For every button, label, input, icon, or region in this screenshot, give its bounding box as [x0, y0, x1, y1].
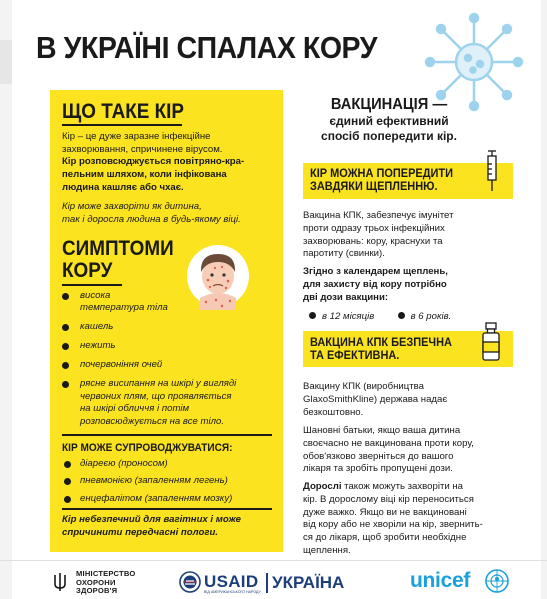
- page-edge-right: [541, 0, 547, 599]
- ukraina-logo-text: УКРАЇНА: [272, 573, 345, 592]
- symptom-text: почервоніння очей: [80, 359, 163, 371]
- symptom-text: рясне висипання на шкірі у вигляді червоних плям, що проявляється на шкірі обличчя і потім розповсюджується на все тіло.: [80, 378, 237, 427]
- bullet-icon: [64, 461, 71, 468]
- bullet-icon: [309, 312, 316, 319]
- list-item: [62, 458, 280, 470]
- page-edge-mark: [0, 40, 12, 84]
- page-edge-left: [0, 0, 12, 599]
- safe-banner-text: [310, 336, 452, 362]
- text-line: паротиту (свинки).: [303, 248, 385, 260]
- usaid-seal-icon: [179, 571, 201, 593]
- bullet-icon: [62, 381, 69, 388]
- text-line: Вакцина КПК, забезпечує імунітет: [303, 210, 454, 221]
- usaid-tagline: ВІД АМЕРИКАНСЬКОГО НАРОДУ: [204, 590, 261, 594]
- state-paragraph: [303, 381, 503, 419]
- list-item: [60, 340, 280, 352]
- text-line: кір. В дорослому віці кір переноситься: [303, 493, 474, 505]
- bullet-icon: [62, 324, 69, 331]
- text-line: ОХОРОНИ: [76, 577, 116, 587]
- text-line: Кір небезпечний для вагітних і може: [62, 514, 241, 525]
- text-line: дві дози вакцини:: [303, 291, 389, 303]
- text-line: щеплення.: [303, 544, 351, 556]
- heading-line: СИМПТОМИ: [62, 237, 174, 260]
- text-line: ВАКЦИНА КПК БЕЗПЕЧНА: [310, 335, 452, 349]
- divider: [62, 508, 272, 510]
- age-note: [62, 201, 282, 226]
- text-line: лікаря та зробіть пропущені дози.: [303, 463, 453, 475]
- list-item: [60, 378, 280, 428]
- text-fragment: також можуть захворіти на: [341, 481, 463, 492]
- text-line: GlaxoSmithKline) держава надає: [303, 393, 448, 405]
- heading-underline: [62, 284, 122, 286]
- text-line: людина кашляє або чхає.: [62, 181, 184, 193]
- text-line: Кір розповсюджується повітряно-кра-: [62, 156, 245, 168]
- bullet-icon: [398, 312, 405, 319]
- text-line: Вакцину КПК (виробництва: [303, 381, 424, 392]
- vaccine-vial-icon: [478, 322, 504, 362]
- complication-text: пневмонією (запаленням легень): [80, 475, 228, 487]
- bullet-icon: [64, 478, 71, 485]
- bullet-icon: [62, 362, 69, 369]
- unicef-logo-text: unicef: [410, 569, 471, 592]
- kpk-paragraph: [303, 210, 503, 261]
- trident-icon: [52, 572, 68, 592]
- text-line: обов'язково зверніться до вашого: [303, 450, 454, 462]
- parents-paragraph: [303, 425, 503, 476]
- text-line: захворювання, спричинене вірусом.: [62, 143, 223, 155]
- ministry-logo-text: [76, 570, 135, 596]
- pregnancy-warning: [62, 514, 280, 539]
- text-line: захворювань: кору, краснухи та: [303, 235, 443, 247]
- text-line: ЗАВДЯКИ ЩЕПЛЕННЮ.: [310, 178, 438, 193]
- footer-divider: [0, 560, 547, 561]
- what-paragraph: [62, 131, 282, 194]
- list-item: [60, 359, 280, 371]
- text-line: Згідно з календарем щеплень,: [303, 266, 448, 277]
- dose-item: в 6 років.: [410, 311, 452, 322]
- syringe-icon: [482, 150, 502, 192]
- prevent-banner-text: [310, 167, 453, 193]
- text-line: [303, 481, 503, 494]
- vaccination-subtitle-line: єдиний ефективний: [329, 113, 449, 128]
- text-line: МІНІСТЕРСТВО: [76, 569, 136, 578]
- text-line: ТА ЕФЕКТИВНА.: [310, 347, 400, 362]
- calendar-paragraph: [303, 266, 503, 304]
- symptom-text: кашель: [80, 321, 114, 333]
- divider: [62, 434, 272, 436]
- dose-schedule: [309, 311, 451, 322]
- bullet-icon: [62, 343, 69, 350]
- dose-item: в 12 місяців: [322, 311, 375, 322]
- list-item: [60, 290, 280, 315]
- list-item: [62, 475, 280, 487]
- text-line: ЗДОРОВ'Я: [76, 586, 118, 596]
- text-line: спричинити передчасні пологи.: [62, 526, 218, 538]
- text-line: своєчасно не вакцинована проти кору,: [303, 437, 474, 449]
- text-line: ся до лікаря, щоб зробити необхідне: [303, 532, 467, 543]
- symptom-text: висока температура тіла: [80, 290, 168, 314]
- adults-bold: Дорослі: [303, 481, 342, 492]
- text-line: так і доросла людина в будь-якому віці.: [62, 213, 241, 225]
- text-line: Кір – це дуже заразне інфекційне: [62, 131, 211, 142]
- logo-separator: [266, 573, 268, 593]
- what-heading: ЩО ТАКЕ КІР: [62, 100, 185, 123]
- usaid-logo-text: USAID: [204, 572, 259, 591]
- vaccination-title: ВАКЦИНАЦІЯ —: [330, 96, 448, 113]
- symptoms-list: [60, 290, 280, 435]
- text-line: Кір може захворіти як дитина,: [62, 201, 202, 212]
- symptoms-heading: [62, 238, 174, 282]
- list-item: [60, 321, 280, 333]
- complication-text: діареєю (проносом): [80, 458, 168, 469]
- complications-list: [62, 458, 280, 510]
- page-title: В УКРАЇНІ СПАЛАХ КОРУ: [36, 30, 378, 65]
- complications-heading: КІР МОЖЕ СУПРОВОДЖУВАТИСЯ:: [62, 442, 233, 454]
- text-line: пельним шляхом, коли інфікована: [62, 168, 227, 180]
- list-item: [62, 493, 280, 505]
- vaccination-heading: [303, 96, 475, 144]
- heading-line: КОРУ: [62, 259, 113, 283]
- text-line: дуже важко. Якщо ви не вакциновані: [303, 506, 467, 518]
- text-line: безкоштовно.: [303, 406, 364, 418]
- text-line: для захисту від кору потрібно: [303, 278, 447, 290]
- complication-text: енцефалітом (запаленням мозку): [80, 492, 233, 504]
- symptom-text: нежить: [80, 340, 116, 352]
- vaccination-subtitle-line: спосіб попередити кір.: [321, 128, 457, 143]
- heading-underline: [62, 124, 182, 126]
- text-line: від кору або не хворіли на кір, звернить-: [303, 519, 483, 531]
- unicef-emblem-icon: [485, 569, 509, 593]
- text-line: проти одразу трьох інфекційних: [303, 222, 445, 234]
- text-line: КІР МОЖНА ПОПЕРЕДИТИ: [310, 166, 454, 180]
- bullet-icon: [64, 496, 71, 503]
- adults-paragraph: [303, 481, 503, 558]
- bullet-icon: [62, 293, 69, 300]
- text-line: Шановні батьки, якщо ваша дитина: [303, 425, 461, 436]
